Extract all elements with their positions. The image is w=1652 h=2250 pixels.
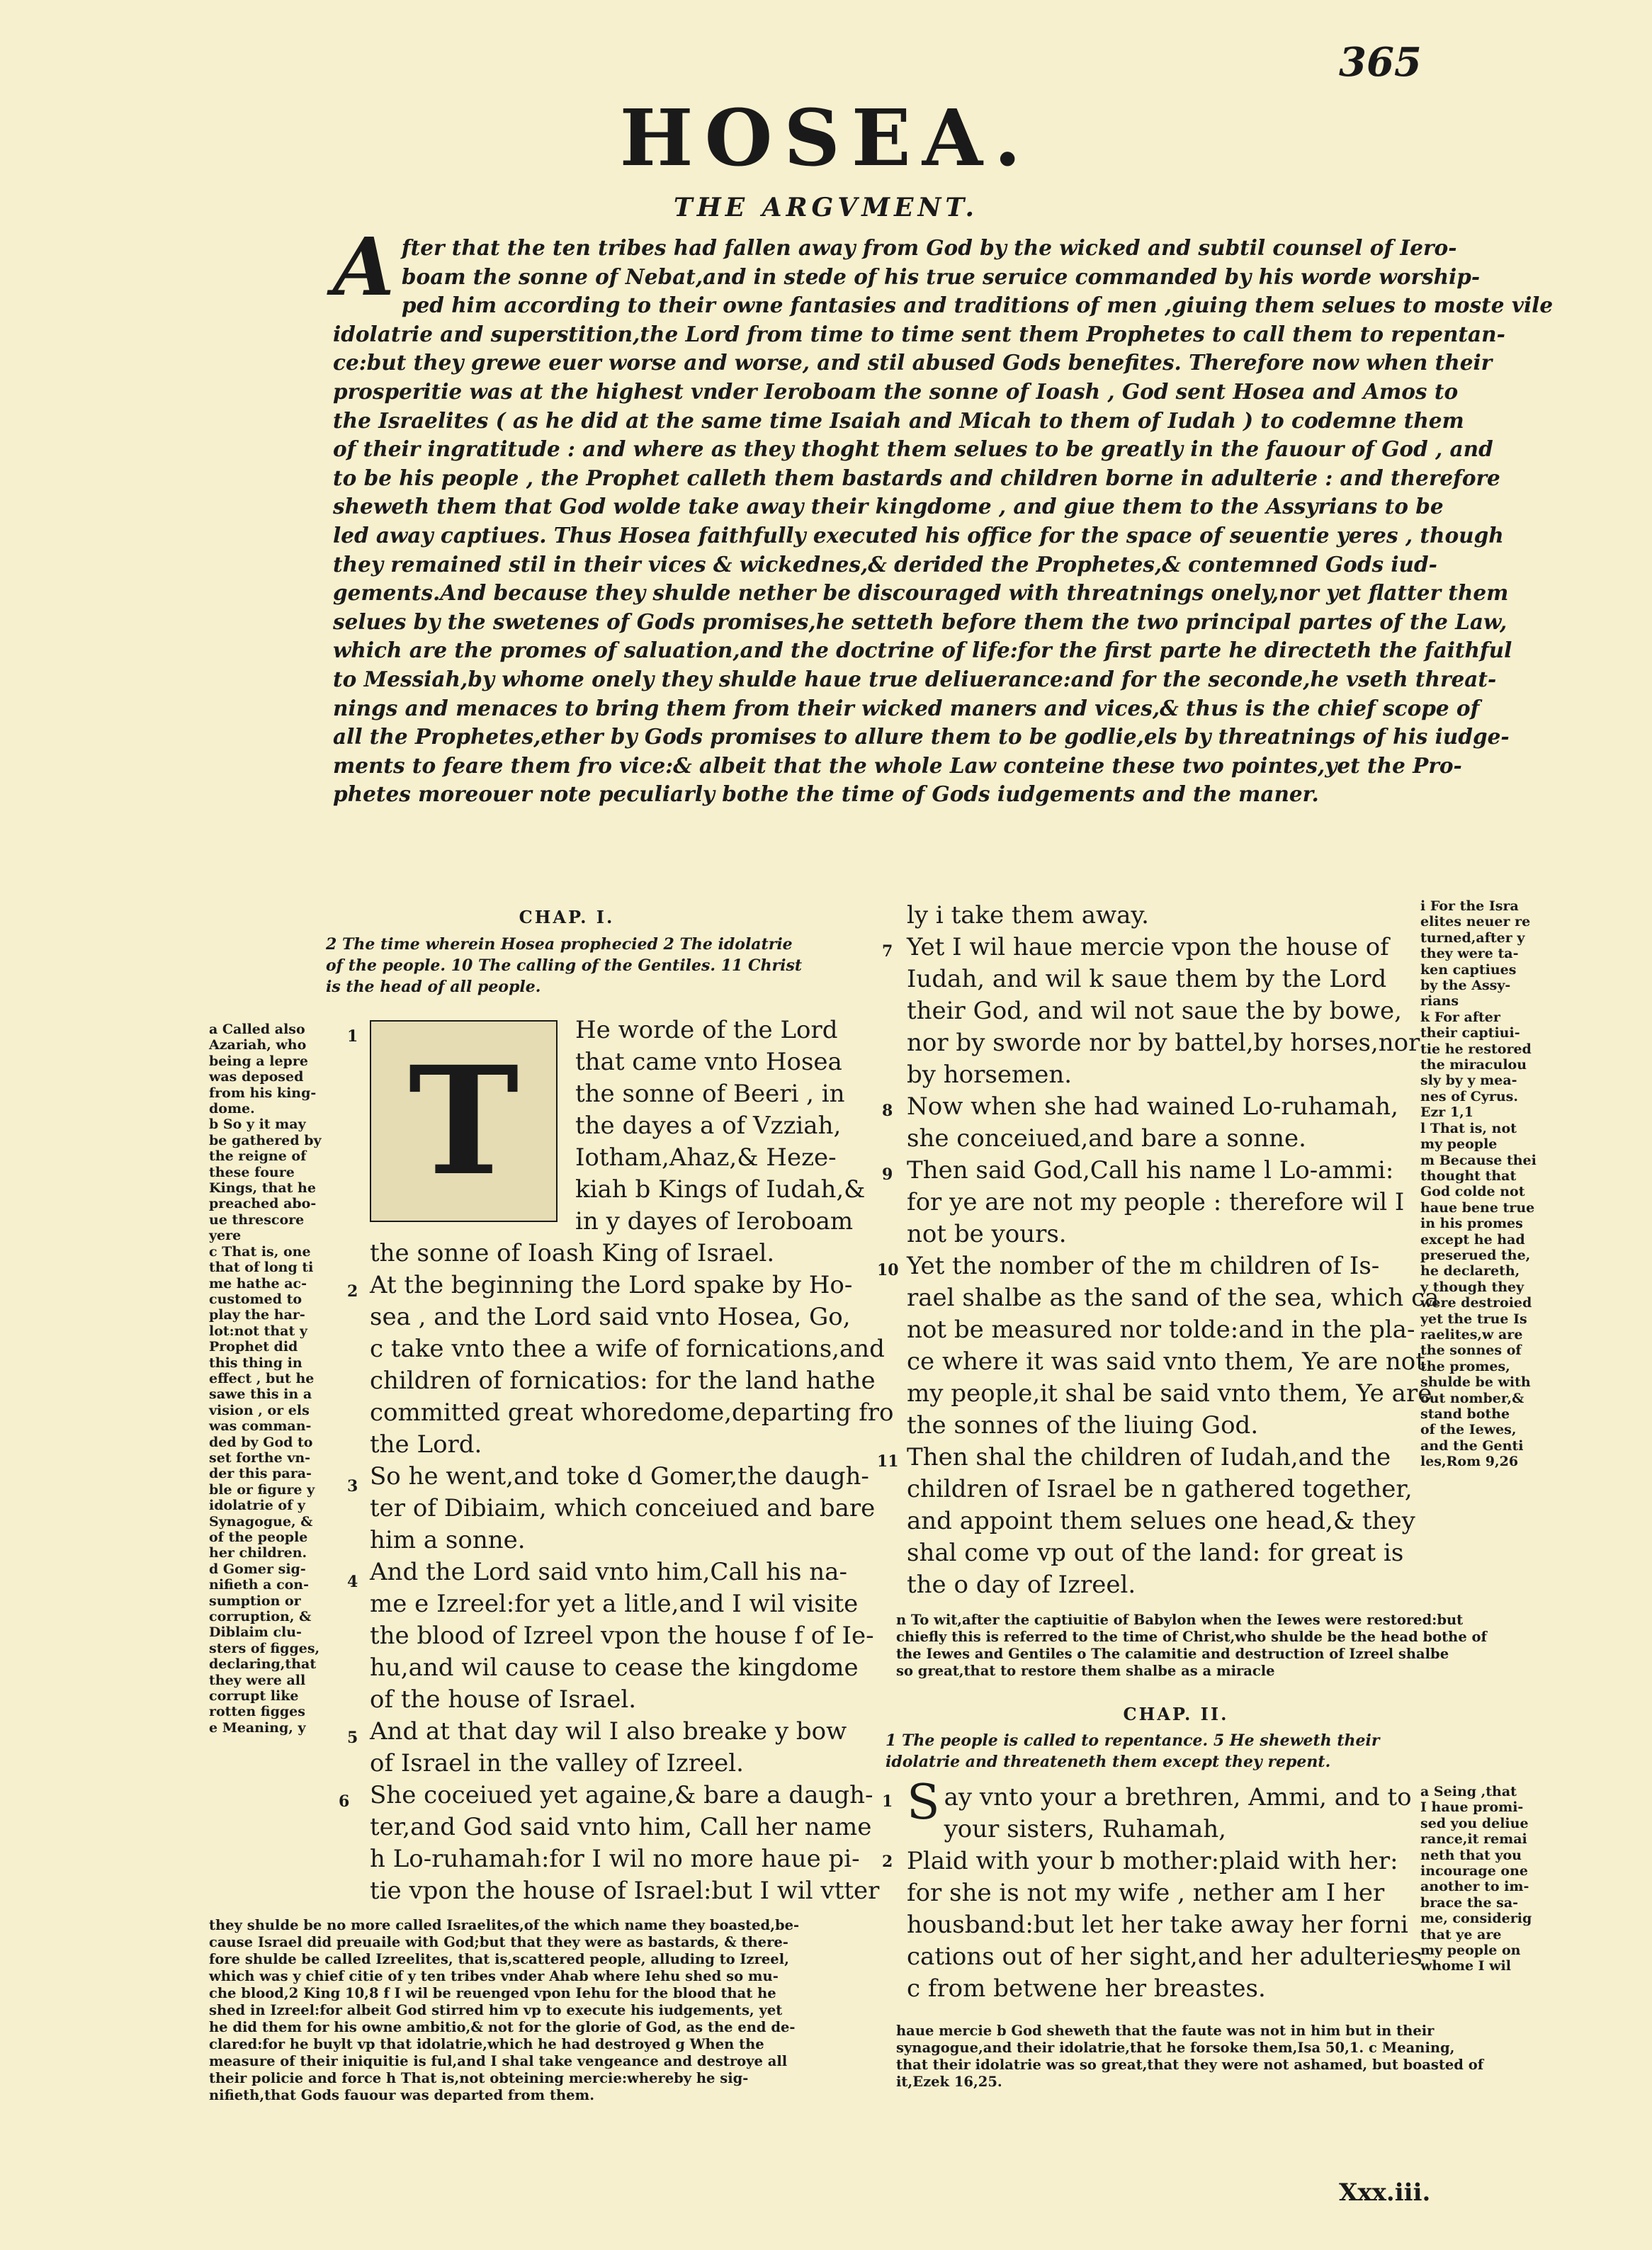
argument-line: to Messiah,by whome onely they shulde haue true deliuerance:and for the seconde,he vseth threat-: [333, 666, 1497, 691]
margin-note-line: my people on: [1420, 1943, 1521, 1959]
argument-line: prosperitie was at the highest vnder Ieroboam the sonne of Ioash , God sent Hosea and Amos to: [333, 378, 1459, 404]
verse-number: 6: [339, 1792, 350, 1811]
margin-note-line: from his king-: [209, 1085, 317, 1101]
margin-note-line: these foure: [209, 1164, 295, 1180]
text-line: the o day of Izreel.: [907, 1571, 1136, 1599]
text-line: your sisters, Ruhamah,: [944, 1815, 1226, 1843]
margin-note-line: God colde not: [1420, 1184, 1525, 1200]
text-line: And at that day wil I also breake y bow: [370, 1717, 847, 1746]
verse-number: 11: [877, 1452, 899, 1471]
margin-note-line: be gathered by: [209, 1132, 322, 1148]
text-line: Then said God,Call his name l Lo-ammi:: [907, 1156, 1394, 1185]
margin-note-line: sawe this in a: [209, 1386, 312, 1403]
margin-note-line: the miraculou: [1420, 1057, 1527, 1073]
margin-note-line: being a lepre: [209, 1053, 308, 1069]
margin-note-line: they were ta-: [1420, 946, 1519, 962]
text-line: she conceiued,and bare a sonne.: [907, 1124, 1306, 1153]
argument-line: nings and menaces to bring them from their wicked maners and vices,& thus is the chief scope of: [333, 695, 1480, 720]
summary-line: idolatrie and threateneth them except they repent.: [886, 1753, 1331, 1771]
argument-line: phetes moreouer note peculiarly bothe the time of Gods iudgements and the maner.: [333, 781, 1319, 807]
margin-note-line: les,Rom 9,26: [1420, 1454, 1519, 1470]
text-line: of the house of Israel.: [370, 1685, 637, 1714]
text-line: ter of Dibiaim, which conceiued and bare: [370, 1494, 876, 1522]
text-line: their God, and wil not saue the by bowe,: [907, 997, 1402, 1025]
margin-note-line: me, considerig: [1420, 1911, 1532, 1927]
right-margin-notes: [1420, 898, 1562, 1470]
summary-line: 1 The people is called to repentance. 5 He sheweth their: [886, 1731, 1380, 1750]
verse-number: 1: [882, 1792, 893, 1811]
margin-note-line: haue bene true: [1420, 1199, 1535, 1216]
summary-line: of the people. 10 The calling of the Gentiles. 11 Christ: [326, 956, 803, 975]
margin-note-line: a Called also: [209, 1022, 305, 1037]
argument-line: which are the promes of saluation,and the doctrine of life:for the first parte he directeth the faithful: [333, 638, 1512, 663]
margin-note-line: of the Iewes,: [1420, 1422, 1517, 1438]
margin-note-line: turned,after y: [1420, 929, 1525, 946]
catchword: Xxx.iii.: [1339, 2178, 1431, 2207]
margin-note-line: lot:not that y: [209, 1323, 307, 1339]
chapter-1-summary: [326, 934, 836, 997]
footnote-line: which was y chief citie of y ten tribes vnder Ahab where Iehu shed so mu-: [209, 1968, 779, 1984]
margin-note-line: her children.: [209, 1545, 307, 1561]
chapter-1-right-column: [907, 900, 1439, 1601]
text-line: c take vnto thee a wife of fornications,and: [370, 1335, 885, 1363]
chapter-2-text: [907, 1775, 1422, 2005]
text-line: my people,it shal be said vnto them, Ye are: [907, 1379, 1432, 1408]
margin-note-line: effect , but he: [209, 1370, 315, 1386]
right-footnotes: [896, 1612, 1555, 1680]
book-title: HOSEA.: [619, 92, 1033, 183]
margin-note-line: sters of figges,: [209, 1640, 320, 1656]
margin-note-line: that ye are: [1420, 1926, 1502, 1943]
summary-line: 2 The time wherein Hosea prophecied 2 The idolatrie: [326, 935, 793, 954]
text-line: the sonne of Ioash King of Israel.: [370, 1239, 775, 1267]
margin-note-line: corruption, &: [209, 1609, 312, 1625]
verse-number: 2: [347, 1282, 358, 1301]
argument-line: gements.And because they shulde nether be discouraged with threatnings onely,nor yet flatter them: [333, 580, 1509, 606]
text-line: and appoint them selues one head,& they: [907, 1507, 1415, 1535]
text-line: ter,and God said vnto him, Call her name: [370, 1813, 872, 1841]
margin-note-line: out nomber,&: [1420, 1390, 1524, 1406]
margin-note-line: thought that: [1420, 1168, 1517, 1184]
decorated-initial-T: [370, 1020, 558, 1222]
text-line: committed great whoredome,departing fro: [370, 1398, 894, 1427]
margin-note-line: nes of Cyrus.: [1420, 1088, 1518, 1104]
margin-note-line: raelites,w are: [1420, 1326, 1523, 1342]
argument-initial: A: [333, 221, 395, 314]
text-line: ce where it was said vnto them, Ye are not: [907, 1347, 1425, 1376]
margin-note-line: the reigne of: [209, 1148, 307, 1165]
margin-note-line: a Seing ,that: [1420, 1784, 1517, 1799]
margin-note-line: stand bothe: [1420, 1406, 1510, 1422]
text-line: At the beginning the Lord spake by Ho-: [370, 1271, 853, 1299]
text-line: of Israel in the valley of Izreel.: [370, 1749, 744, 1777]
verse-number: 4: [347, 1573, 358, 1591]
margin-note-line: m Because thei: [1420, 1152, 1537, 1168]
argument-line: ments to feare them fro vice:& albeit that the whole Law conteine these two pointes,yet the Pro-: [333, 752, 1462, 778]
footnote-line: fore shulde be called Izreelites, that is,scattered people, alluding to Izreel,: [209, 1951, 789, 1967]
margin-note-line: y though they: [1420, 1279, 1524, 1295]
text-line: me e Izreel:for yet a litle,and I wil visite: [370, 1590, 859, 1618]
margin-note-line: ded by God to: [209, 1434, 313, 1450]
text-line: Then shal the children of Iudah,and the: [907, 1443, 1391, 1471]
margin-note-line: rance,it remai: [1420, 1831, 1527, 1848]
text-line: Now when she had wained Lo-ruhamah,: [907, 1092, 1398, 1121]
text-line: the dayes a of Vzziah,: [575, 1112, 842, 1140]
margin-note-line: that of long ti: [209, 1260, 314, 1276]
margin-note-line: was deposed: [209, 1069, 304, 1085]
margin-note-line: tie he restored: [1420, 1041, 1532, 1057]
margin-note-line: the promes,: [1420, 1358, 1510, 1374]
text-line: him a sonne.: [370, 1526, 526, 1554]
margin-note-line: of the people: [209, 1530, 308, 1545]
argument-line: led away captiues. Thus Hosea faithfully executed his office for the space of seuentie yeres , though: [333, 522, 1504, 548]
argument-line: sheweth them that God wolde take away their kingdome , and giue them to the Assyrians to be: [333, 494, 1444, 519]
margin-note-line: dome.: [209, 1101, 255, 1117]
text-line: by horsemen.: [907, 1061, 1073, 1089]
chapter-2-lines: [907, 1775, 1422, 2005]
text-line: not be measured nor tolde:and in the pla-: [907, 1316, 1415, 1344]
argument-lines: [333, 221, 1554, 809]
text-line: tie vpon the house of Israel:but I wil vtter: [370, 1877, 880, 1905]
text-line: the Lord.: [370, 1430, 482, 1459]
argument-line: boam the sonne of Nebat,and in stede of his true seruice commanded by his worde worship-: [401, 264, 1481, 289]
text-line: And the Lord said vnto him,Call his na-: [370, 1558, 847, 1586]
footnote-line: the Iewes and Gentiles o The calamitie and destruction of Izreel shalbe: [896, 1646, 1449, 1662]
text-line: housband:but let her take away her forni: [907, 1911, 1408, 1939]
verse-number: 2: [882, 1853, 893, 1871]
margin-note-line: corrupt like: [209, 1688, 299, 1705]
footnote-line: haue mercie b God sheweth that the faute was not in him but in their: [896, 2023, 1435, 2039]
margin-note-line: me hathe ac-: [209, 1275, 307, 1291]
verse-number: 7: [882, 942, 893, 961]
margin-note-line: Ezr 1,1: [1420, 1104, 1473, 1121]
margin-note-line: e Meaning, y: [209, 1719, 306, 1736]
footnote-line: shed in Izreel:for albeit God stirred him vp to execute his iudgements, yet: [209, 2002, 783, 2018]
footnote-line: that their idolatrie was so great,that they were not ashamed, but boasted of: [896, 2057, 1484, 2073]
text-line: hu,and wil cause to cease the kingdome: [370, 1653, 859, 1682]
margin-note-line: and the Genti: [1420, 1437, 1524, 1454]
text-line: sea , and the Lord said vnto Hosea, Go,: [370, 1303, 851, 1331]
margin-note-line: ue threscore: [209, 1211, 305, 1228]
margin-note-line: play the har-: [209, 1307, 305, 1323]
text-line: rael shalbe as the sand of the sea, which ca: [907, 1284, 1439, 1312]
margin-note-line: nifieth a con-: [209, 1577, 310, 1593]
margin-note-line: shulde be with: [1420, 1374, 1531, 1391]
text-line: Yet the nomber of the m children of Is-: [907, 1252, 1380, 1280]
chapter-2-margin-notes: [1420, 1784, 1562, 1974]
margin-note-line: i For the Isra: [1420, 898, 1519, 914]
text-line: So he went,and toke d Gomer,the daugh-: [370, 1462, 869, 1491]
chapter-2-summary: [886, 1730, 1424, 1773]
margin-note-line: my people: [1420, 1136, 1498, 1153]
text-line: Yet I wil haue mercie vpon the house of: [907, 933, 1389, 961]
text-line: cations out of her sight,and her adulteries: [907, 1943, 1422, 1971]
margin-note-line: yet the true Is: [1420, 1311, 1527, 1327]
margin-note-line: sed you deliue: [1420, 1815, 1529, 1831]
margin-note-line: set forthe vn-: [209, 1449, 311, 1466]
margin-note-line: preached abo-: [209, 1196, 317, 1212]
verse-number: 5: [347, 1729, 358, 1747]
margin-note-line: ble or figure y: [209, 1481, 315, 1498]
margin-note-line: Diblaim clu-: [209, 1624, 302, 1641]
argument-line: all the Prophetes,ether by Gods promises to allure them to be godlie,els by threatnings of his iudge-: [333, 724, 1510, 750]
margin-note-line: neth that you: [1420, 1847, 1522, 1863]
text-line: for she is not my wife , nether am I her: [907, 1879, 1385, 1907]
margin-note-line: another to im-: [1420, 1879, 1529, 1895]
footnote-line: it,Ezek 16,25.: [896, 2074, 1002, 2090]
text-line: kiah b Kings of Iudah,&: [575, 1175, 866, 1204]
margin-note-line: Kings, that he: [209, 1180, 316, 1197]
margin-note-line: this thing in: [209, 1355, 302, 1371]
text-line: Iotham,Ahaz,& Heze-: [575, 1143, 837, 1172]
margin-note-line: sumption or: [209, 1593, 301, 1609]
margin-note-line: der this para-: [209, 1466, 312, 1482]
margin-note-line: l That is, not: [1420, 1120, 1517, 1136]
margin-note-line: except he had: [1420, 1231, 1525, 1248]
argument-text: [333, 221, 1554, 809]
margin-note-line: ken captiues: [1420, 961, 1517, 978]
verse-number: 8: [882, 1102, 893, 1120]
argument-line: to be his people , the Prophet calleth them bastards and children borne in adulterie : and therefore: [333, 465, 1500, 490]
margin-note-line: b So y it may: [209, 1116, 306, 1133]
text-line: c from betwene her breastes.: [907, 1974, 1266, 2003]
text-line: the sonnes of the liuing God.: [907, 1411, 1259, 1440]
margin-note-line: k For after: [1420, 1009, 1500, 1025]
text-line: She coceiued yet againe,& bare a daugh-: [370, 1781, 873, 1809]
margin-note-line: whome I wil: [1420, 1958, 1511, 1974]
footnote-line: che blood,2 King 10,8 f I wil be reuenged vpon Iehu for the blood that he: [209, 1985, 776, 2001]
margin-note-line: was comman-: [209, 1418, 312, 1435]
footnote-line: synagogue,and their idolatrie,that he forsoke them,Isa 50,1. c Meaning,: [896, 2040, 1455, 2056]
footnote-line: cause Israel did preuaile with God;but that they were as bastards, & there-: [209, 1934, 788, 1950]
argument-line: ped him according to their owne fantasies and traditions of men ,giuing them selues to moste vile: [401, 293, 1554, 318]
text-line: for ye are not my people : therefore wil I: [907, 1188, 1405, 1216]
summary-line: is the head of all people.: [326, 978, 541, 996]
argument-heading: THE ARGVMENT.: [673, 193, 979, 222]
margin-note-line: rotten figges: [209, 1704, 305, 1720]
text-line: children of Israel be n gathered together,: [907, 1475, 1413, 1503]
text-line: nor by sworde nor by battel,by horses,nor: [907, 1029, 1420, 1057]
text-line: not be yours.: [907, 1220, 1067, 1248]
margin-note-line: brace the sa-: [1420, 1894, 1519, 1911]
margin-note-line: sly by y mea-: [1420, 1073, 1517, 1089]
argument-line: fter that the ten tribes had fallen away from God by the wicked and subtil counsel of Iero-: [401, 235, 1457, 260]
text-line: h Lo-ruhamah:for I wil no more haue pi-: [370, 1845, 860, 1873]
chapter-1-verse-1-opening: [575, 1014, 873, 1238]
argument-line: they remained stil in their vices & wickednes,& derided the Prophetes,& contemned Gods iud-: [333, 551, 1437, 577]
margin-note-line: idolatrie of y: [209, 1498, 305, 1514]
footnote-line: n To wit,after the captiuitie of Babylon when the Iewes were restored:but: [896, 1612, 1464, 1628]
footnote-line: chiefly this is referred to the time of Christ,who shulde be the head bothe of: [896, 1629, 1487, 1645]
margin-note-line: vision , or els: [209, 1402, 310, 1418]
chapter-2-footnotes: [896, 2023, 1555, 2091]
footnote-line: clared:for he buylt vp that idolatrie,which he had destroyed g When the: [209, 2036, 764, 2052]
margin-note-line: by the Assy-: [1420, 978, 1511, 994]
margin-note-line: Azariah, who: [209, 1037, 307, 1053]
footnote-line: he did them for his owne ambitio,& not for the glorie of God, as the end de-: [209, 2019, 796, 2035]
verse-number: 1: [347, 1027, 358, 1046]
margin-note-line: declaring,that: [209, 1656, 317, 1673]
margin-note-line: he declareth,: [1420, 1263, 1520, 1279]
text-line: in y dayes of Ieroboam: [575, 1207, 854, 1236]
text-line: shal come vp out of the land: for great is: [907, 1539, 1404, 1567]
text-line: Plaid with your b mother:plaid with her:: [907, 1847, 1398, 1875]
margin-note-line: their captiui-: [1420, 1025, 1520, 1041]
margin-note-line: preserued the,: [1420, 1247, 1531, 1263]
margin-note-line: Prophet did: [209, 1339, 298, 1355]
footnote-line: so great,that to restore them shalbe as a miracle: [896, 1663, 1275, 1679]
decorated-initial-letter: T: [408, 1034, 519, 1209]
margin-note-line: the sonnes of: [1420, 1342, 1522, 1359]
text-line: the sonne of Beeri , in: [575, 1080, 845, 1108]
text-line: the blood of Izreel vpon the house f of Ie-: [370, 1622, 874, 1650]
margin-note-line: incourage one: [1420, 1863, 1528, 1879]
argument-line: ce:but they grewe euer worse and worse, and stil abused Gods benefites. Therefore now when their: [333, 350, 1493, 375]
left-margin-notes: [209, 1022, 340, 1736]
argument-line: idolatrie and superstition,the Lord from time to time sent them Prophetes to call them to repentan-: [333, 321, 1505, 346]
margin-note-line: d Gomer sig-: [209, 1561, 306, 1577]
chapter-2-initial: S: [907, 1775, 940, 1831]
page-number: 365: [1339, 39, 1422, 86]
margin-note-line: customed to: [209, 1291, 302, 1307]
margin-note-line: yere: [209, 1228, 242, 1244]
text-line: He worde of the Lord: [575, 1016, 838, 1044]
argument-line: of their ingratitude : and where as they thoght them selues to be greatly in the fauour of God , and: [333, 436, 1493, 462]
argument-line: the Israelites ( as he did at the same time Isaiah and Micah to them of Iudah ) to codemne them: [333, 407, 1464, 433]
text-line: that came vnto Hosea: [575, 1048, 842, 1076]
text-line: ay vnto your a brethren, Ammi, and to: [944, 1783, 1412, 1811]
margin-note-line: rians: [1420, 993, 1459, 1010]
margin-note-line: in his promes: [1420, 1216, 1523, 1232]
margin-note-line: c That is, one: [209, 1243, 311, 1260]
left-footnotes: [209, 1917, 875, 2104]
verse-number: 3: [347, 1477, 358, 1496]
text-line: ly i take them away.: [907, 901, 1149, 929]
footnote-line: their policie and force h That is,not obteining mercie:whereby he sig-: [209, 2070, 749, 2086]
footnote-line: they shulde be no more called Israelites,of the which name they boasted,be-: [209, 1917, 800, 1933]
argument-line: selues by the swetenes of Gods promises,he setteth before them the two principal partes of the Law,: [333, 609, 1507, 634]
margin-note-line: I haue promi-: [1420, 1799, 1524, 1816]
chapter-1-heading: CHAP. I.: [519, 907, 615, 927]
verse-number: 10: [877, 1261, 899, 1279]
verse-number: 9: [882, 1165, 893, 1184]
text-line: children of fornicatios: for the land hathe: [370, 1367, 876, 1395]
footnote-line: nifieth,that Gods fauour was departed from them.: [209, 2087, 594, 2103]
margin-note-line: were destroied: [1420, 1295, 1532, 1311]
text-line: Iudah, and wil k saue them by the Lord: [907, 965, 1387, 993]
chapter-2-heading: CHAP. II.: [1123, 1704, 1229, 1724]
margin-note-line: Synagogue, &: [209, 1513, 313, 1530]
margin-note-line: elites neuer re: [1420, 914, 1531, 930]
footnote-line: measure of their iniquitie is ful,and I shal take vengeance and destroye all: [209, 2053, 788, 2069]
margin-note-line: they were all: [209, 1672, 306, 1688]
